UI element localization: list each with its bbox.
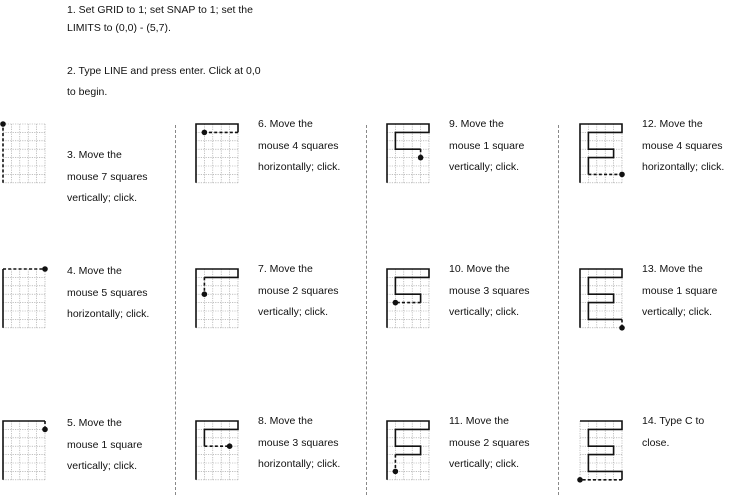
step-text-line: 10. Move the bbox=[449, 263, 510, 275]
step-text-line: 13. Move the bbox=[642, 263, 703, 275]
cursor-dot bbox=[0, 121, 6, 127]
cursor-dot bbox=[393, 300, 399, 306]
cursor-dot bbox=[42, 266, 48, 272]
step-text-line: mouse 3 squares bbox=[258, 436, 339, 449]
drawn-line bbox=[3, 421, 45, 480]
step-text-line: 14. Type C to bbox=[642, 415, 705, 427]
step-text bbox=[642, 411, 730, 454]
step-text-line: horizontally; click. bbox=[67, 308, 150, 320]
step-text-line: 12. Move the bbox=[642, 118, 703, 130]
intro-line-3: 2. Type LINE and press enter. Click at 0,0 bbox=[67, 65, 261, 77]
drawn-line bbox=[196, 269, 238, 328]
drawn-line bbox=[580, 421, 622, 480]
grid-diagram bbox=[579, 268, 627, 333]
step-text-line: mouse 5 squares bbox=[67, 286, 148, 299]
grid-diagram bbox=[195, 123, 243, 188]
step-text bbox=[67, 261, 159, 326]
cursor-dot bbox=[418, 155, 424, 161]
step-text-line: vertically; click. bbox=[449, 161, 520, 173]
step-text bbox=[258, 411, 350, 476]
step-text-line: 11. Move the bbox=[449, 415, 509, 427]
step-text-line: 7. Move the bbox=[258, 263, 313, 275]
step-text-line: horizontally; click. bbox=[258, 458, 341, 470]
intro-line-4: to begin. bbox=[67, 86, 108, 98]
grid-diagram bbox=[2, 268, 50, 333]
grid-diagram bbox=[2, 123, 50, 188]
grid-diagram bbox=[386, 268, 434, 333]
step-text-line: mouse 2 squares bbox=[258, 284, 339, 297]
step-text-line: 4. Move the bbox=[67, 265, 122, 277]
grid-diagram bbox=[2, 420, 50, 485]
column-separator bbox=[366, 125, 367, 495]
step-text-line: vertically; click. bbox=[67, 192, 138, 204]
step-text bbox=[67, 145, 159, 210]
step-text-line: close. bbox=[642, 436, 670, 449]
step-text bbox=[449, 259, 541, 324]
grid-diagram bbox=[195, 420, 243, 485]
step-text bbox=[449, 411, 541, 476]
cursor-dot bbox=[619, 325, 625, 331]
drawn-line bbox=[196, 421, 238, 480]
step-text-line: 8. Move the bbox=[258, 415, 313, 427]
cursor-dot bbox=[393, 469, 399, 475]
step-text-line: vertically; click. bbox=[67, 460, 138, 472]
cursor-dot bbox=[227, 443, 233, 449]
step-text-line: mouse 7 squares bbox=[67, 170, 148, 183]
step-text-line: vertically; click. bbox=[258, 306, 329, 318]
drawn-line bbox=[387, 269, 429, 328]
intro-line-2: LIMITS to (0,0) - (5,7). bbox=[67, 22, 171, 34]
cursor-dot bbox=[202, 291, 208, 297]
grid-diagram bbox=[386, 420, 434, 485]
step-text-line: 6. Move the bbox=[258, 118, 313, 130]
grid-diagram bbox=[579, 420, 627, 485]
step-text bbox=[642, 114, 730, 179]
step-text-line: mouse 2 squares bbox=[449, 436, 530, 449]
step-text-line: 3. Move the bbox=[67, 149, 122, 161]
cursor-dot bbox=[619, 172, 625, 178]
step-text bbox=[642, 259, 730, 324]
cursor-dot bbox=[202, 130, 208, 136]
cursor-dot bbox=[42, 427, 48, 433]
step-text bbox=[258, 259, 350, 324]
drawn-line bbox=[580, 269, 622, 328]
step-text-line: vertically; click. bbox=[449, 458, 520, 470]
step-text-line: vertically; click. bbox=[642, 306, 713, 318]
intro-line-1: 1. Set GRID to 1; set SNAP to 1; set the bbox=[67, 4, 253, 16]
step-text-line: mouse 1 square bbox=[449, 139, 525, 152]
step-text-line: 5. Move the bbox=[67, 417, 122, 429]
grid-diagram bbox=[195, 268, 243, 333]
column-separator bbox=[175, 125, 176, 495]
column-separator bbox=[558, 125, 559, 495]
step-text bbox=[67, 413, 159, 478]
step-text-line: horizontally; click. bbox=[258, 161, 341, 173]
step-text-line: mouse 4 squares bbox=[642, 139, 723, 152]
grid-diagram bbox=[579, 123, 627, 188]
step-text bbox=[449, 114, 541, 179]
step-text-line: mouse 4 squares bbox=[258, 139, 339, 152]
step-text-line: mouse 1 square bbox=[642, 284, 718, 297]
drawn-line bbox=[387, 124, 429, 183]
step-text-line: mouse 1 square bbox=[67, 438, 143, 451]
step-text-line: mouse 3 squares bbox=[449, 284, 530, 297]
step-text-line: 9. Move the bbox=[449, 118, 504, 130]
step-text-line: vertically; click. bbox=[449, 306, 520, 318]
step-text bbox=[258, 114, 350, 179]
grid-diagram bbox=[386, 123, 434, 188]
cursor-dot bbox=[577, 477, 583, 483]
step-text-line: horizontally; click. bbox=[642, 161, 725, 173]
